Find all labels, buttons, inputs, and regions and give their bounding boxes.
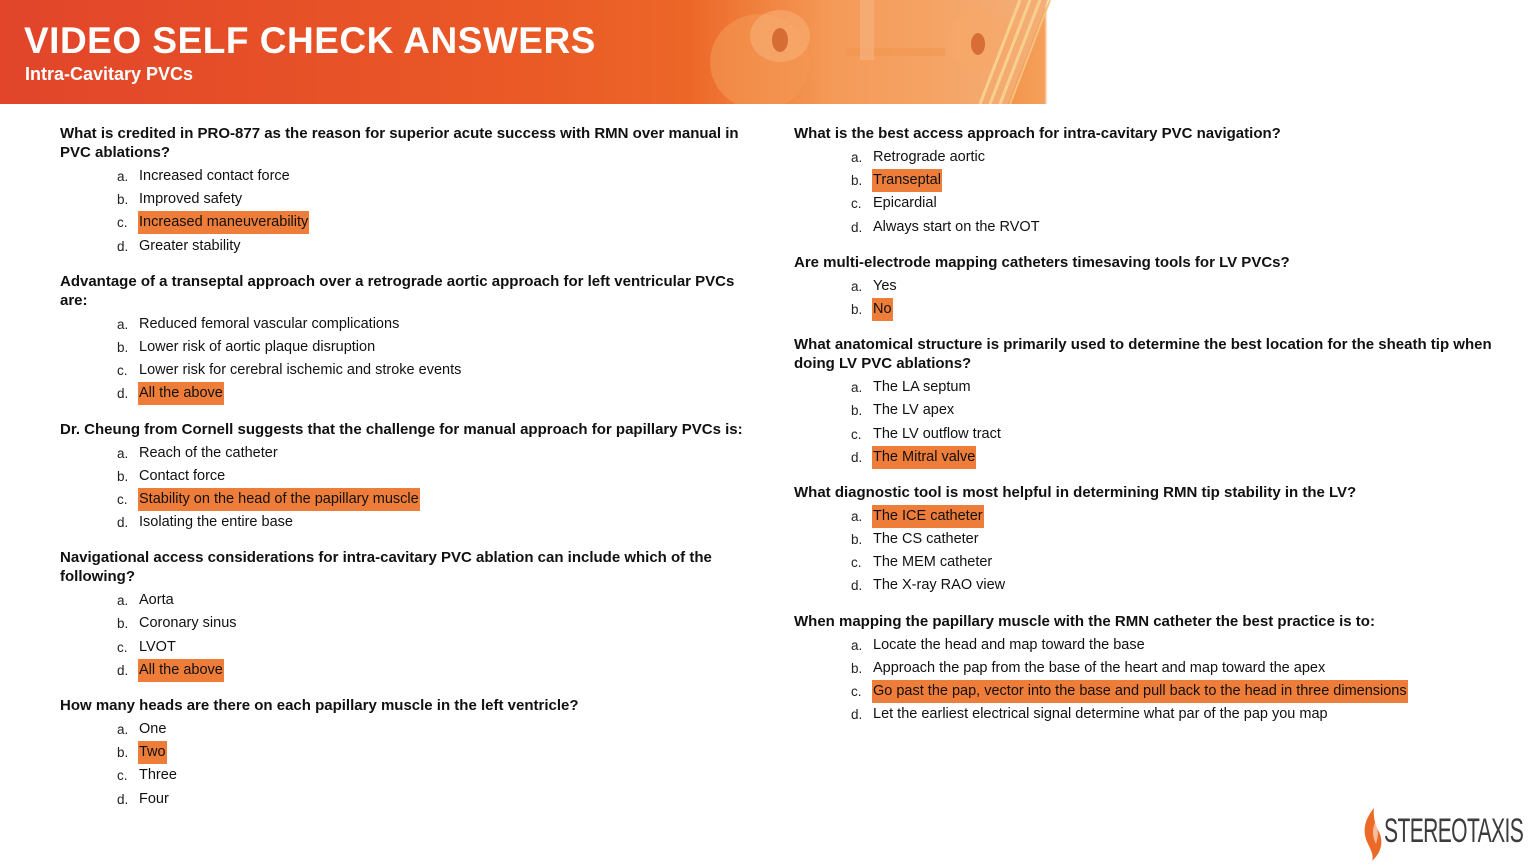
answer-option xyxy=(794,574,1494,597)
question-block xyxy=(794,124,1494,239)
option-letter: b. xyxy=(117,745,129,761)
option-letter: a. xyxy=(851,508,863,524)
option-text: Improved safety xyxy=(139,191,243,208)
answer-option xyxy=(60,336,750,359)
option-text: Reduced femoral vascular complications xyxy=(139,315,400,332)
page-subtitle: Intra-Cavitary PVCs xyxy=(25,64,194,84)
option-text: Yes xyxy=(873,277,897,294)
correct-answer-highlight: All the above xyxy=(138,382,224,405)
option-letter: b. xyxy=(117,616,129,632)
option-text: Lower risk for cerebral ischemic and stroke events xyxy=(139,362,462,379)
answer-option xyxy=(794,703,1494,726)
option-text: Epicardial xyxy=(873,195,937,212)
answer-option xyxy=(794,446,1494,469)
option-text: The LV outflow tract xyxy=(873,425,1001,442)
option-letter: b. xyxy=(851,532,863,548)
option-text: Three xyxy=(139,767,177,784)
question-text: What is credited in PRO-877 as the reason for superior acute success with RMN over manual in PVC ablations? xyxy=(60,125,739,161)
correct-answer-highlight: All the above xyxy=(138,659,224,682)
answer-option xyxy=(60,764,750,787)
option-text: Lower risk of aortic plaque disruption xyxy=(139,338,376,355)
question-text: Dr. Cheung from Cornell suggests that the challenge for manual approach for papillary PVCs is: xyxy=(60,420,743,438)
option-text: One xyxy=(139,721,167,737)
correct-answer-highlight: Stability on the head of the papillary muscle xyxy=(138,488,420,511)
answer-option xyxy=(794,505,1494,528)
question-block xyxy=(60,696,750,811)
answer-option xyxy=(60,488,750,511)
question-text: Navigational access considerations for intra-cavitary PVC ablation can include which of the following? xyxy=(60,549,712,586)
question-block xyxy=(60,548,750,682)
option-text: Reach of the catheter xyxy=(139,444,278,461)
answer-option xyxy=(794,376,1494,399)
option-letter: d. xyxy=(851,578,863,594)
question-text: What diagnostic tool is most helpful in determining RMN tip stability in the LV? xyxy=(794,483,1357,501)
option-letter: b. xyxy=(851,173,863,189)
answer-option xyxy=(60,442,750,465)
answer-option xyxy=(794,634,1494,657)
answer-option xyxy=(794,528,1494,551)
option-letter: d. xyxy=(117,386,129,402)
answer-option xyxy=(794,551,1494,574)
question-block xyxy=(794,335,1494,469)
option-letter: b. xyxy=(851,660,863,676)
option-letter: b. xyxy=(851,301,863,317)
answer-option xyxy=(60,188,750,211)
option-text: Contact force xyxy=(139,467,226,484)
answer-option xyxy=(60,359,750,382)
option-letter: d. xyxy=(851,219,863,235)
answer-option xyxy=(794,657,1494,680)
answer-option xyxy=(794,298,1494,321)
option-text: Aorta xyxy=(139,592,174,609)
correct-answer-highlight: No xyxy=(872,298,893,321)
option-text: Let the earliest electrical signal determine what par of the pap you map xyxy=(873,706,1328,723)
option-text: Always start on the RVOT xyxy=(873,218,1040,235)
option-letter: b. xyxy=(117,192,129,208)
option-letter: a. xyxy=(117,445,129,461)
option-letter: a. xyxy=(851,637,863,653)
option-text: Isolating the entire base xyxy=(139,514,293,531)
answer-option xyxy=(60,165,750,188)
option-letter: a. xyxy=(851,278,863,294)
option-letter: b. xyxy=(851,403,863,419)
option-letter: c. xyxy=(117,215,128,231)
answer-option xyxy=(60,235,750,258)
option-text: Coronary sinus xyxy=(139,615,237,632)
answer-option xyxy=(60,741,750,764)
answer-option xyxy=(794,680,1494,703)
option-text: Four xyxy=(139,790,169,807)
option-letter: c. xyxy=(117,363,128,379)
left-question-column xyxy=(60,124,750,825)
option-text: The LA septum xyxy=(873,379,971,396)
answer-option xyxy=(60,612,750,635)
question-block xyxy=(60,272,750,406)
option-text: The X-ray RAO view xyxy=(873,577,1006,594)
option-letter: c. xyxy=(851,684,862,699)
option-letter: d. xyxy=(117,515,129,531)
answer-option xyxy=(794,275,1494,298)
answer-option xyxy=(60,636,750,659)
question-block xyxy=(794,253,1494,321)
option-letter: a. xyxy=(851,150,863,165)
option-letter: c. xyxy=(117,639,128,655)
option-letter: a. xyxy=(117,722,129,737)
option-letter: c. xyxy=(117,768,128,784)
option-letter: b. xyxy=(117,339,129,355)
option-text: The CS catheter xyxy=(873,531,979,548)
correct-answer-highlight: Increased maneuverability xyxy=(138,211,309,234)
page-title: VIDEO SELF CHECK ANSWERS xyxy=(24,20,596,61)
option-letter: a. xyxy=(117,316,129,332)
option-text: Approach the pap from the base of the heart and map toward the apex xyxy=(873,659,1326,676)
question-text: When mapping the papillary muscle with the RMN catheter the best practice is to: xyxy=(794,612,1375,630)
answer-option xyxy=(60,511,750,534)
option-text: Increased contact force xyxy=(139,168,290,184)
answer-option xyxy=(794,423,1494,446)
right-question-column xyxy=(794,124,1494,740)
answer-option xyxy=(794,169,1494,192)
question-text: What is the best access approach for intra-cavitary PVC navigation? xyxy=(794,125,1281,142)
answer-option xyxy=(794,192,1494,215)
question-text: Are multi-electrode mapping catheters timesaving tools for LV PVCs? xyxy=(794,253,1290,271)
answer-option xyxy=(794,399,1494,422)
question-block xyxy=(794,483,1494,598)
correct-answer-highlight: Go past the pap, vector into the base and pull back to the head in three dimensions xyxy=(872,680,1408,703)
answer-option xyxy=(60,659,750,682)
question-block xyxy=(794,612,1494,727)
logo-wordmark: STEREOTAXIS xyxy=(1384,812,1524,850)
correct-answer-highlight: The Mitral valve xyxy=(872,446,976,469)
option-letter: d. xyxy=(851,449,863,465)
answer-option xyxy=(60,718,750,741)
option-text: Locate the head and map toward the base xyxy=(873,636,1145,653)
option-letter: d. xyxy=(117,791,129,807)
option-letter: c. xyxy=(851,196,862,212)
correct-answer-highlight: Transeptal xyxy=(872,169,942,192)
answer-option xyxy=(794,146,1494,169)
option-text: The MEM catheter xyxy=(873,554,993,571)
option-letter: b. xyxy=(117,468,129,484)
option-letter: d. xyxy=(117,238,129,254)
option-letter: a. xyxy=(117,593,129,609)
stereotaxis-flame-icon xyxy=(1360,806,1386,862)
question-block xyxy=(60,420,750,535)
option-letter: c. xyxy=(851,555,862,571)
option-letter: d. xyxy=(117,662,129,678)
answer-option xyxy=(794,216,1494,239)
option-letter: d. xyxy=(851,707,863,723)
question-text: What anatomical structure is primarily used to determine the best location for the sheath tip when doing LV PVC ablations? xyxy=(794,336,1492,373)
option-text: Retrograde aortic xyxy=(873,149,986,165)
option-text: Greater stability xyxy=(139,237,241,254)
question-block xyxy=(60,124,750,258)
question-text: Advantage of a transeptal approach over a retrograde aortic approach for left ventricular PVCs are: xyxy=(60,272,735,309)
answer-option xyxy=(60,211,750,234)
answer-option xyxy=(60,788,750,811)
answer-option xyxy=(60,382,750,405)
question-text: How many heads are there on each papillary muscle in the left ventricle? xyxy=(60,697,579,714)
option-text: The LV apex xyxy=(873,402,955,419)
header-banner xyxy=(0,0,1536,104)
option-letter: a. xyxy=(851,380,863,396)
answer-option xyxy=(60,465,750,488)
option-letter: c. xyxy=(851,426,862,442)
answer-option xyxy=(60,589,750,612)
answer-option xyxy=(60,313,750,336)
stereotaxis-logo xyxy=(1360,806,1524,862)
option-letter: c. xyxy=(117,491,128,507)
option-text: LVOT xyxy=(139,638,176,655)
correct-answer-highlight: Two xyxy=(138,741,167,764)
correct-answer-highlight: The ICE catheter xyxy=(872,505,984,528)
option-letter: a. xyxy=(117,169,129,184)
